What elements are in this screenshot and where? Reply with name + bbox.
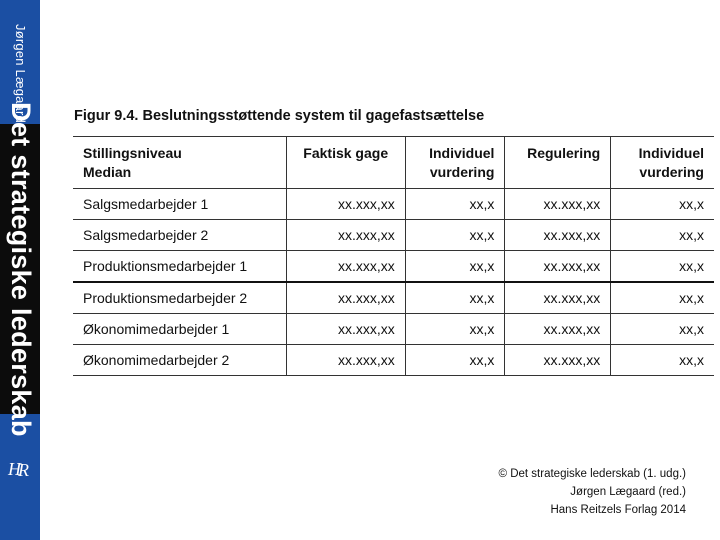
cell-faktisk-gage: xx.xxx,xx — [286, 189, 405, 220]
cell-regulering: xx.xxx,xx — [505, 189, 611, 220]
publisher-logo — [4, 456, 36, 480]
book-title-vertical: Det strategiske lederskab — [5, 101, 36, 437]
cell-individuel-vurdering: xx,x — [405, 220, 505, 251]
table-row — [73, 189, 714, 220]
header-stillingsniveau — [73, 137, 286, 189]
cell-individuel-vurdering: xx,x — [611, 251, 714, 283]
svg-text:R: R — [18, 460, 29, 480]
cell-individuel-vurdering: xx,x — [405, 314, 505, 345]
cell-individuel-vurdering: xx,x — [611, 314, 714, 345]
cell-faktisk-gage: xx.xxx,xx — [286, 251, 405, 283]
table-row — [73, 282, 714, 314]
author-label: Jørgen Lægaard — [12, 23, 28, 123]
cell-individuel-vurdering: xx,x — [405, 189, 505, 220]
figure-title: Figur 9.4. Beslutningsstøttende system til gagefastsættelse — [74, 108, 485, 124]
salary-table — [73, 136, 714, 376]
header-line: vurdering — [429, 164, 495, 180]
table-row — [73, 314, 714, 345]
header-line: Median — [83, 164, 132, 180]
header-line: vurdering — [639, 164, 704, 180]
cell-individuel-vurdering: xx,x — [405, 345, 505, 376]
header-line: Stillingsniveau — [83, 145, 182, 161]
row-label: Økonomimedarbejder 1 — [73, 314, 286, 345]
cell-regulering: xx.xxx,xx — [505, 220, 611, 251]
header-line: Individuel — [429, 145, 495, 161]
cell-regulering: xx.xxx,xx — [505, 251, 611, 283]
cell-individuel-vurdering: xx,x — [405, 251, 505, 283]
row-label: Produktionsmedarbejder 1 — [73, 251, 286, 283]
row-label: Salgsmedarbejder 2 — [73, 220, 286, 251]
copyright-line-3: Hans Reitzels Forlag 2014 — [550, 504, 686, 516]
cell-individuel-vurdering: xx,x — [611, 345, 714, 376]
cell-regulering: xx.xxx,xx — [505, 345, 611, 376]
table-row — [73, 345, 714, 376]
table-row — [73, 251, 714, 283]
cell-regulering: xx.xxx,xx — [505, 314, 611, 345]
row-label: Økonomimedarbejder 2 — [73, 345, 286, 376]
table-row — [73, 220, 714, 251]
header-line: Individuel — [638, 145, 704, 161]
header-line: Regulering — [527, 145, 601, 161]
row-label: Produktionsmedarbejder 2 — [73, 282, 286, 314]
cell-individuel-vurdering: xx,x — [405, 282, 505, 314]
header-line: Faktisk gage — [303, 145, 389, 161]
cell-regulering: xx.xxx,xx — [505, 282, 611, 314]
header-individuel-vurdering-2 — [611, 137, 714, 189]
copyright-notice — [386, 465, 686, 519]
header-faktisk-gage — [286, 137, 405, 189]
cell-faktisk-gage: xx.xxx,xx — [286, 220, 405, 251]
copyright-line-2: Jørgen Lægaard (red.) — [570, 486, 686, 498]
book-title-band — [0, 101, 40, 437]
sidebar — [0, 0, 40, 540]
cell-faktisk-gage: xx.xxx,xx — [286, 314, 405, 345]
header-individuel-vurdering-1 — [405, 137, 505, 189]
table-header-row — [73, 137, 714, 189]
svg-text:H: H — [8, 459, 21, 479]
cell-individuel-vurdering: xx,x — [611, 189, 714, 220]
cell-individuel-vurdering: xx,x — [611, 220, 714, 251]
cell-faktisk-gage: xx.xxx,xx — [286, 282, 405, 314]
cell-individuel-vurdering: xx,x — [611, 282, 714, 314]
copyright-line-1: © Det strategiske lederskab (1. udg.) — [498, 468, 686, 480]
row-label: Salgsmedarbejder 1 — [73, 189, 286, 220]
cell-faktisk-gage: xx.xxx,xx — [286, 345, 405, 376]
publisher-logo-icon — [4, 456, 36, 480]
header-regulering — [505, 137, 611, 189]
